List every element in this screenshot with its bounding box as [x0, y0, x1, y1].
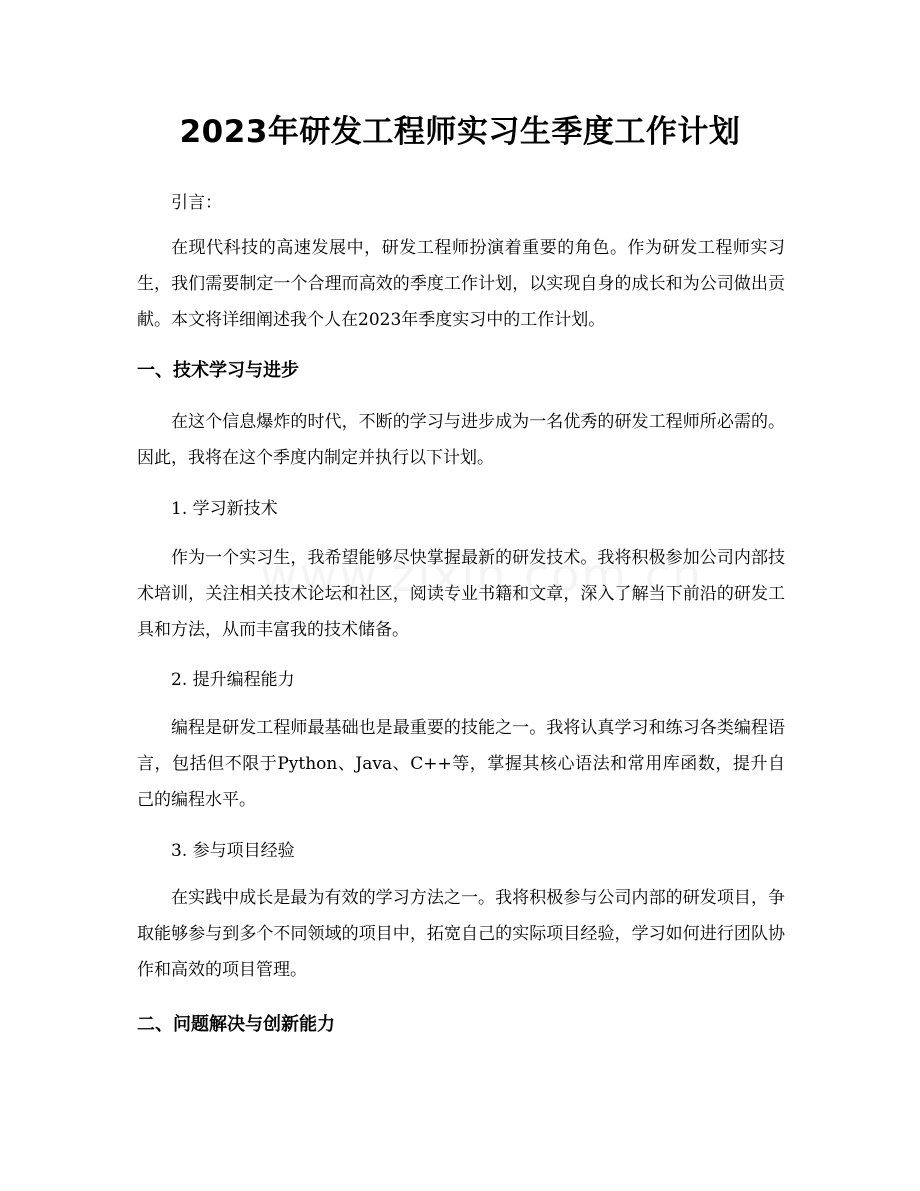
item-1-label: 1. 学习新技术: [171, 499, 278, 519]
section-1-heading: 一、技术学习与进步: [137, 360, 299, 381]
section-1-paragraph: 在这个信息爆炸的时代，不断的学习与进步成为一名优秀的研发工程师所必需的。因此，我将在这个季度内制定并执行以下计划。: [137, 412, 785, 468]
item-3-label: 3. 参与项目经验: [171, 841, 295, 861]
intro-paragraph: 在现代科技的高速发展中，研发工程师扮演着重要的角色。作为研发工程师实习生，我们需要制定一个合理而高效的季度工作计划，以实现自身的成长和为公司做出贡献。本文将详细阐述我个人在2023年季度实习中的工作计划。: [137, 238, 785, 330]
intro-label: 引言：: [171, 193, 222, 213]
item-1-paragraph: 作为一个实习生，我希望能够尽快掌握最新的研发技术。我将积极参加公司内部技术培训，关注相关技术论坛和社区，阅读专业书籍和文章，深入了解当下前沿的研发工具和方法，从而丰富我的技术储备。: [137, 548, 785, 640]
document-title: 2023年研发工程师实习生季度工作计划: [179, 114, 741, 150]
section-2-heading: 二、问题解决与创新能力: [137, 1014, 335, 1035]
item-2-label: 2. 提升编程能力: [171, 670, 295, 690]
item-2-paragraph: 编程是研发工程师最基础也是最重要的技能之一。我将认真学习和练习各类编程语言，包括但不限于Python、Java、C++等，掌握其核心语法和常用库函数，提升自己的编程水平。: [137, 718, 785, 810]
item-3-paragraph: 在实践中成长是最为有效的学习方法之一。我将积极参与公司内部的研发项目，争取能够参与到多个不同领域的项目中，拓宽自己的实际项目经验，学习如何进行团队协作和高效的项目管理。: [137, 888, 785, 980]
